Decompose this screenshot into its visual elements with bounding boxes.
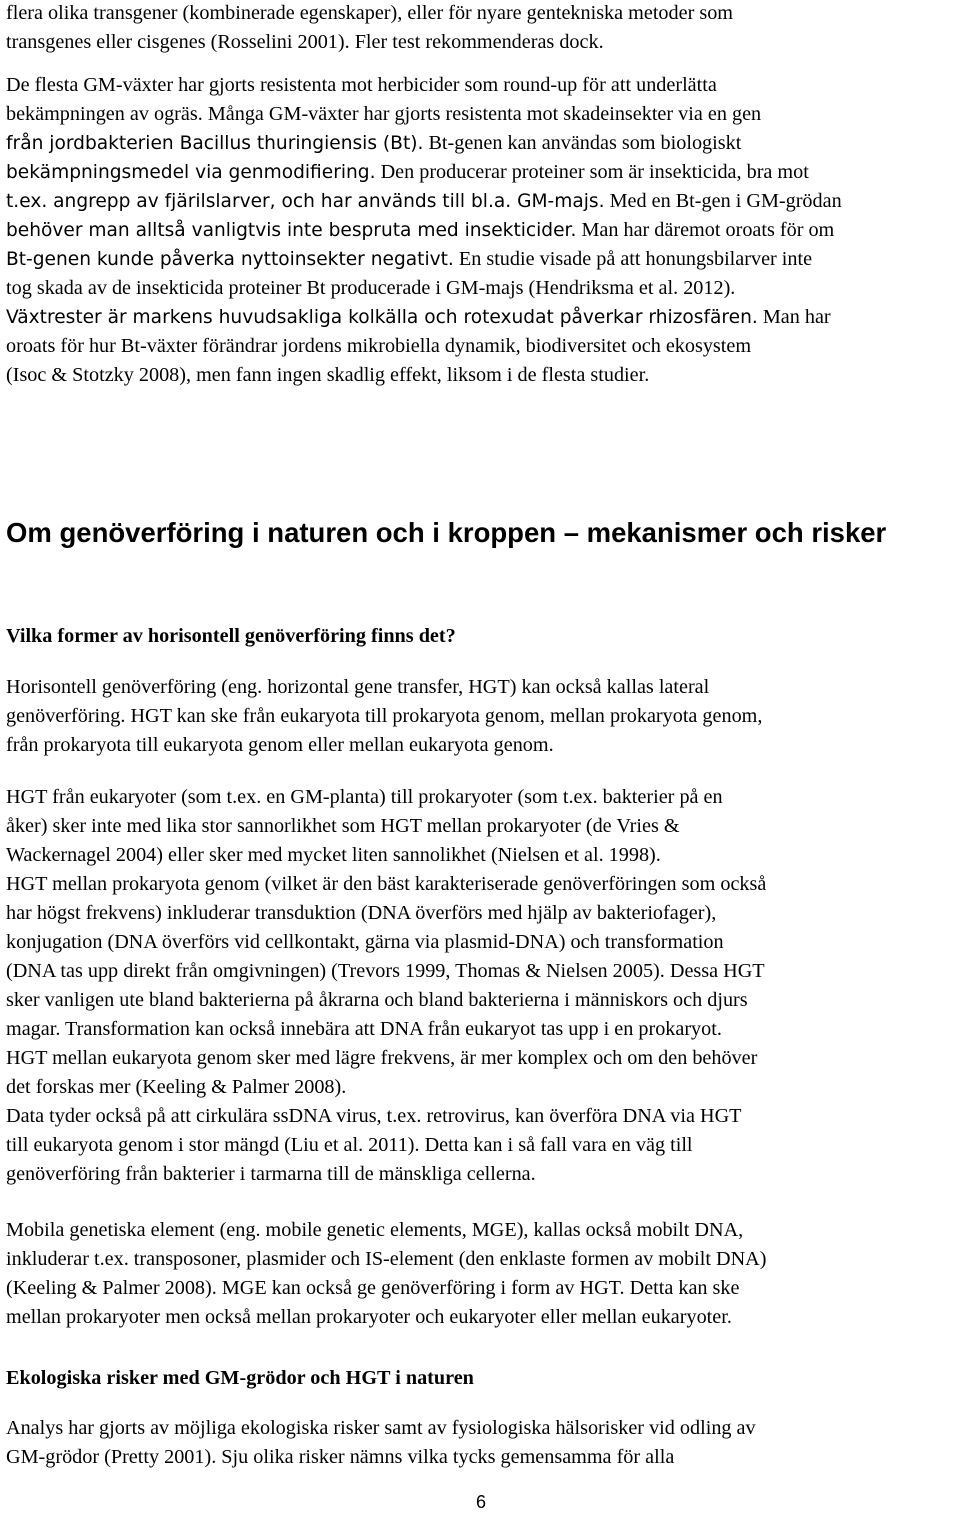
- text-line: HGT mellan prokaryota genom (vilket är den bäst karakteriserade genöverföringen som också: [6, 873, 767, 895]
- text-line: inkluderar t.ex. transposoner, plasmider och IS-element (den enklaste formen av mobilt DNA): [6, 1248, 767, 1270]
- text-line: (Keeling & Palmer 2008). MGE kan också ge genöverföring i form av HGT. Detta kan ske: [6, 1277, 740, 1299]
- page-number: 6: [475, 1492, 486, 1512]
- text-span: bekämpningsmedel via genmodifiering.: [6, 162, 376, 183]
- text-line: konjugation (DNA överförs vid cellkontakt, gärna via plasmid-DNA) och transformation: [6, 931, 724, 953]
- text-line: tog skada av de insekticida proteiner Bt producerade i GM-majs (Hendriksma et al. 2012).: [6, 277, 736, 299]
- text-line: [6, 187, 842, 216]
- text-span: Växtrester är markens huvudsakliga kolkälla och rotexudat påverkar rhizosfären.: [6, 307, 758, 328]
- text-line: [6, 303, 842, 332]
- text-span: En studie visade på att honungsbilarver inte: [453, 248, 813, 270]
- text-span: från jordbakterien Bacillus thuringiensis (Bt).: [6, 133, 424, 154]
- text-line: [6, 216, 842, 245]
- text-span: t.ex. angrepp av fjärilslarver, och har används till bl.a. GM-majs.: [6, 191, 605, 212]
- text-span: Den producerar proteiner som är insekticida, bra mot: [375, 161, 809, 183]
- text-line: Horisontell genöverföring (eng. horizontal gene transfer, HGT) kan också kallas lateral: [6, 676, 710, 698]
- text-line: till eukaryota genom i stor mängd (Liu et al. 2011). Detta kan i så fall vara en väg till: [6, 1134, 693, 1156]
- subsection-heading: Vilka former av horisontell genöverföring finns det?: [6, 625, 456, 647]
- text-line: transgenes eller cisgenes (Rosselini 2001). Fler test rekommenderas dock.: [6, 31, 604, 53]
- text-line: mellan prokaryoter men också mellan prokaryoter och eukaryoter eller mellan eukaryoter.: [6, 1306, 732, 1328]
- paragraph-ecological-risks: [6, 1414, 756, 1472]
- paragraph-hgt-types: [6, 783, 766, 1189]
- paragraph-hgt-definition: [6, 673, 762, 760]
- text-line: Wackernagel 2004) eller sker med mycket liten sannolikhet (Nielsen et al. 1998).: [6, 844, 661, 866]
- text-span: Med en Bt-gen i GM-grödan: [604, 190, 842, 212]
- text-span: Man har: [757, 306, 831, 328]
- text-line: har högst frekvens) inkluderar transduktion (DNA överförs med hjälp av bakteriofager),: [6, 902, 717, 924]
- text-line: Mobila genetiska element (eng. mobile genetic elements, MGE), kallas också mobilt DNA,: [6, 1219, 744, 1241]
- text-line: Data tyder också på att cirkulära ssDNA virus, t.ex. retrovirus, kan överföra DNA via HGT: [6, 1105, 742, 1127]
- section-heading: Om genöverföring i naturen och i kroppen – mekanismer och risker: [6, 517, 887, 548]
- text-line: bekämpningen av ogräs. Många GM-växter har gjorts resistenta mot skadeinsekter via en gen: [6, 103, 762, 125]
- text-span: Man har däremot oroats för om: [576, 219, 835, 241]
- text-span: Bt-genen kunde påverka nyttoinsekter negativt.: [6, 249, 454, 270]
- text-line: [6, 158, 842, 187]
- text-line: genöverföring från bakterier i tarmarna till de mänskliga cellerna.: [6, 1163, 536, 1185]
- text-line: [6, 129, 842, 158]
- text-line: genöverföring. HGT kan ske från eukaryota till prokaryota genom, mellan prokaryota genom,: [6, 705, 763, 727]
- text-line: HGT mellan eukaryota genom sker med lägre frekvens, är mer komplex och om den behöver: [6, 1047, 758, 1069]
- paragraph-gm-resistance: [6, 71, 842, 390]
- text-line: Analys har gjorts av möjliga ekologiska risker samt av fysiologiska hälsorisker vid odling av: [6, 1417, 756, 1439]
- text-line: GM-grödor (Pretty 2001). Sju olika risker nämns vilka tycks gemensamma för alla: [6, 1446, 675, 1468]
- text-line: från prokaryota till eukaryota genom eller mellan eukaryota genom.: [6, 734, 554, 756]
- text-span: Bt-genen kan användas som biologiskt: [423, 132, 742, 154]
- text-line: (DNA tas upp direkt från omgivningen) (Trevors 1999, Thomas & Nielsen 2005). Dessa HGT: [6, 960, 765, 982]
- text-line: (Isoc & Stotzky 2008), men fann ingen skadlig effekt, liksom i de flesta studier.: [6, 364, 650, 386]
- text-span: behöver man alltså vanligtvis inte bespruta med insekticider.: [6, 220, 577, 241]
- subsection-heading: Ekologiska risker med GM-grödor och HGT i naturen: [6, 1367, 474, 1389]
- text-line: De flesta GM-växter har gjorts resistenta mot herbicider som round-up för att underlätta: [6, 74, 717, 96]
- text-line: magar. Transformation kan också innebära att DNA från eukaryot tas upp i en prokaryot.: [6, 1018, 722, 1040]
- text-line: åker) sker inte med lika stor sannorlikhet som HGT mellan prokaryoter (de Vries &: [6, 815, 680, 837]
- paragraph-mge: [6, 1216, 766, 1332]
- text-line: sker vanligen ute bland bakterierna på åkrarna och bland bakterierna i människors och djurs: [6, 989, 748, 1011]
- text-line: flera olika transgener (kombinerade egenskaper), eller för nyare gentekniska metoder som: [6, 2, 733, 24]
- paragraph-intro: [6, 0, 733, 57]
- text-line: [6, 245, 842, 274]
- text-line: det forskas mer (Keeling & Palmer 2008).: [6, 1076, 347, 1098]
- document-page: [6, 0, 956, 1515]
- text-line: oroats för hur Bt-växter förändrar jordens mikrobiella dynamik, biodiversitet och ekosystem: [6, 335, 752, 357]
- text-line: HGT från eukaryoter (som t.ex. en GM-planta) till prokaryoter (som t.ex. bakterier på en: [6, 786, 723, 808]
